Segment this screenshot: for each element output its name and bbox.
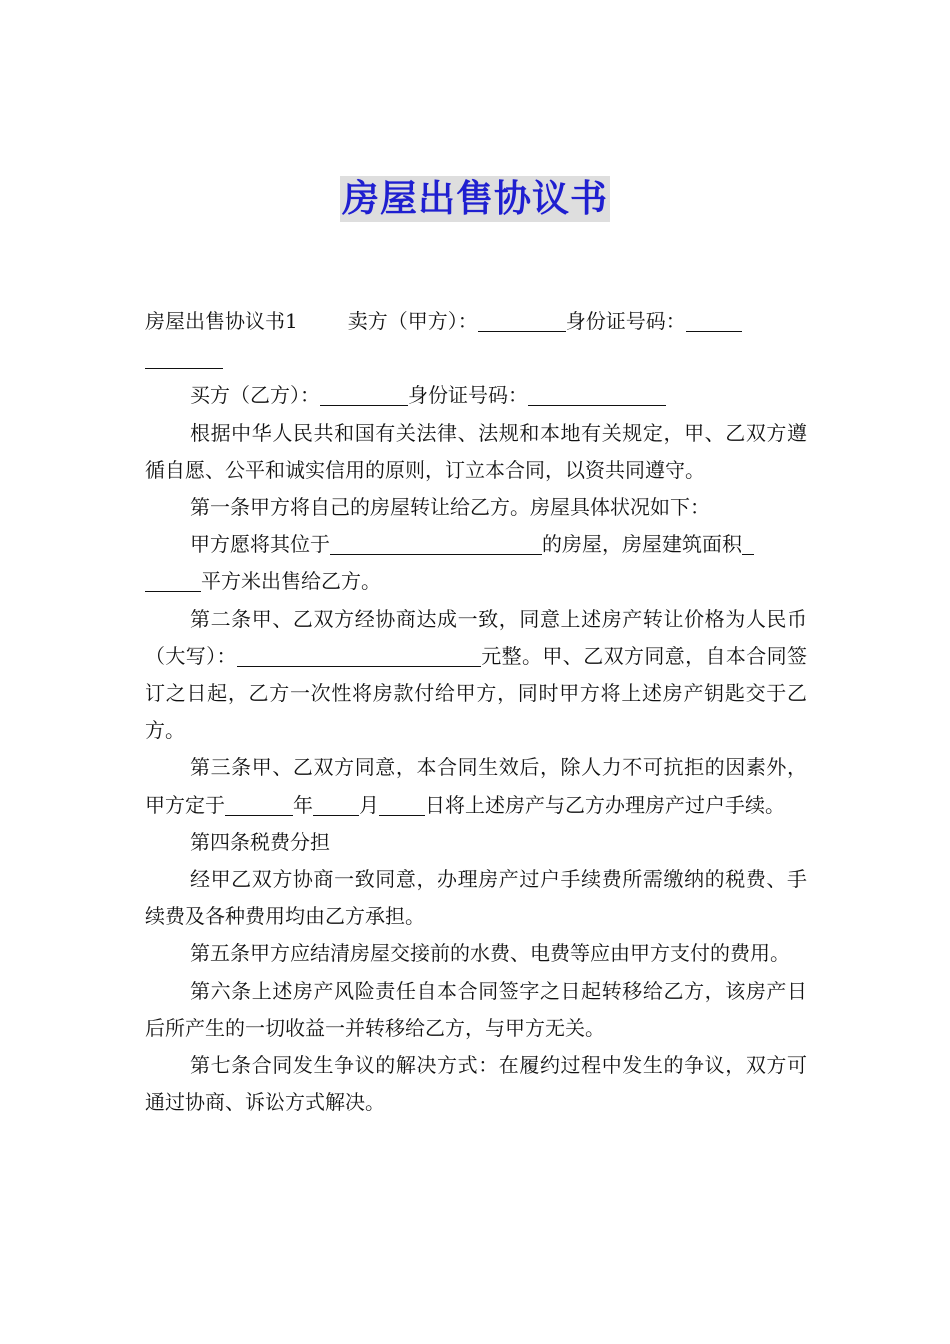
seller-id-label: 身份证号码： xyxy=(565,309,686,333)
article-2 xyxy=(145,601,807,750)
article-3-rest: 日将上述房产与乙方办理房产过户手续。 xyxy=(425,792,785,817)
document-body xyxy=(145,303,807,1121)
article-7: 第七条合同发生争议的解决方式：在履约过程中发生的争议，双方可通过协商、诉讼方式解决。 xyxy=(145,1053,807,1115)
price-blank xyxy=(237,642,481,667)
year-label: 年 xyxy=(293,792,313,817)
buyer-label: 买方（乙方）： xyxy=(190,383,320,408)
article-4-title: 第四条税费分担 xyxy=(190,829,330,854)
article-4-body: 经甲乙双方协商一致同意，办理房产过户手续费所需缴纳的税费、手续费及各种费用均由乙方承担。 xyxy=(145,867,807,929)
seller-id-blank xyxy=(686,307,742,332)
day-blank xyxy=(379,791,425,816)
buyer-name-blank xyxy=(320,381,408,406)
buyer-id-label: 身份证号码： xyxy=(408,383,528,408)
article-5: 第五条甲方应结清房屋交接前的水费、电费等应由甲方支付的费用。 xyxy=(190,941,790,966)
article-3 xyxy=(145,749,807,823)
intro-paragraph: 根据中华人民共和国有关法律、法规和本地有关规定，甲、乙双方遵循自愿、公平和诚实信用的原则，订立本合同，以资共同遵守。 xyxy=(145,420,807,482)
article-1: 第一条甲方将自己的房屋转让给乙方。房屋具体状况如下： xyxy=(190,495,710,520)
title-wrapper xyxy=(0,176,950,222)
seller-label: 卖方（甲方）： xyxy=(347,309,478,333)
article-1-area-unit: 平方米出售给乙方。 xyxy=(201,569,381,594)
article-6: 第六条上述房产风险责任自本合同签字之日起转移给乙方，该房产日后所产生的一切收益一并转移给乙方，与甲方无关。 xyxy=(145,978,807,1040)
party-seller-line xyxy=(145,303,807,377)
area-blank-continued xyxy=(145,567,201,592)
party-buyer-line xyxy=(145,377,807,414)
year-blank xyxy=(225,791,293,816)
month-blank xyxy=(313,791,359,816)
buyer-id-blank xyxy=(528,381,666,406)
seller-name-blank xyxy=(478,307,566,332)
area-blank xyxy=(742,530,754,555)
header-label: 房屋出售协议书1 xyxy=(145,309,298,333)
article-1-area-label: 的房屋，房屋建筑面积 xyxy=(542,532,742,557)
seller-id-blank-continued xyxy=(145,344,223,369)
article-3-intro: 第三条甲、乙双方同意，本合同生效后，除人力不可抗拒的因素外，甲方定于 xyxy=(145,755,807,817)
location-blank xyxy=(330,530,542,555)
article-1-detail xyxy=(145,526,807,600)
document-title: 房屋出售协议书 xyxy=(342,177,608,220)
article-2-intro: 第二条甲、乙双方经协商达成一致，同意上述房产转让价格为人民币（大写）： xyxy=(145,606,807,668)
article-1-location-label: 甲方愿将其位于 xyxy=(190,532,330,557)
article-2-rest: 元整。甲、乙双方同意，自本合同签订之日起，乙方一次性将房款付给甲方，同时甲方将上述房产钥匙交于乙方。 xyxy=(145,643,808,743)
month-label: 月 xyxy=(359,792,379,817)
